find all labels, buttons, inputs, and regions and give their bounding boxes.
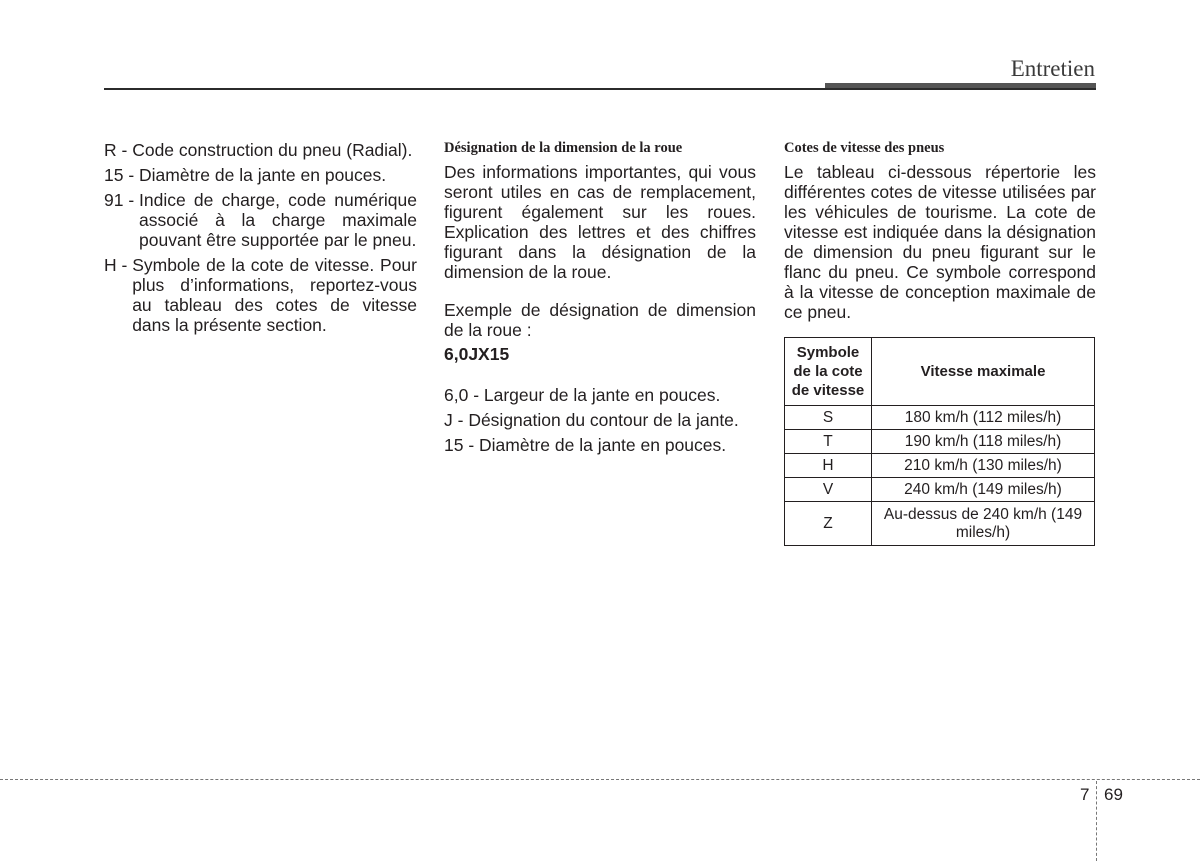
page-number: 69 xyxy=(1104,785,1123,804)
chapter-number: 7 xyxy=(1080,785,1090,804)
footer-vertical-divider xyxy=(1096,781,1097,861)
footer-divider xyxy=(0,779,1200,780)
section-heading: Cotes de vitesse des pneus xyxy=(784,140,945,156)
column-right xyxy=(784,140,1096,322)
definition-entry xyxy=(104,190,417,250)
definition-entry xyxy=(104,140,417,160)
entry-code: 15 - xyxy=(444,435,480,455)
symbol-cell: V xyxy=(785,478,872,502)
entry-code: 91 - xyxy=(104,190,140,210)
table-row xyxy=(785,406,1095,430)
column-middle xyxy=(444,140,756,460)
speed-cell: 180 km/h (112 miles/h) xyxy=(872,406,1095,430)
symbol-cell: S xyxy=(785,406,872,430)
speed-rating-table xyxy=(784,337,1095,546)
definition-entry xyxy=(444,410,756,430)
entry-code: 6,0 - xyxy=(444,385,484,405)
entry-description: Diamètre de la jante en pouces. xyxy=(139,165,387,185)
speed-cell: 240 km/h (149 miles/h) xyxy=(872,478,1095,502)
speed-cell: Au-dessus de 240 km/h (149 miles/h) xyxy=(872,502,1095,546)
definition-entry xyxy=(104,255,417,335)
entry-code: J - xyxy=(444,410,469,430)
symbol-cell: T xyxy=(785,430,872,454)
header-rule xyxy=(104,88,1096,90)
header-speed: Vitesse maximale xyxy=(872,338,1095,406)
entry-code: H - xyxy=(104,255,133,275)
section-heading: Désignation de la dimension de la roue xyxy=(444,140,683,156)
entry-description: Largeur de la jante en pouces. xyxy=(483,385,721,405)
entry-code: 15 - xyxy=(104,165,140,185)
entry-description: Symbole de la cote de vitesse. Pour plus d’informations, reportez-vous au tableau des cotes de vitesse dans la présente section. xyxy=(132,255,417,335)
definition-entry xyxy=(444,385,756,405)
table-row xyxy=(785,502,1095,546)
entry-description: Indice de charge, code numérique associé à la charge maximale pouvant être supportée par le pneu. xyxy=(139,190,417,250)
column-left xyxy=(104,140,417,340)
definition-entry xyxy=(444,435,756,455)
paragraph: Des informations importantes, qui vous seront utiles en cas de remplacement, figurent également sur les roues. Explication des lettres et des chiffres figurant dans la désignation de la dimension de la roue. xyxy=(444,162,756,282)
entry-description: Code construction du pneu (Radial). xyxy=(132,140,413,160)
section-title: Entretien xyxy=(1010,56,1095,81)
entry-code: R - xyxy=(104,140,133,160)
example-value: 6,0JX15 xyxy=(444,344,510,364)
header-symbol: Symbole de la cote de vitesse xyxy=(785,338,872,406)
table-row xyxy=(785,478,1095,502)
example-intro: Exemple de désignation de dimension de la roue : xyxy=(444,300,756,340)
table-header-row xyxy=(785,338,1095,406)
symbol-cell: Z xyxy=(785,502,872,546)
entry-description: Diamètre de la jante en pouces. xyxy=(479,435,727,455)
definition-entry xyxy=(104,165,417,185)
paragraph: Le tableau ci-dessous répertorie les différentes cotes de vitesse utilisées par les véhicules de tourisme. La cote de vitesse est indiquée dans la désignation de dimension du pneu figurant sur le flanc du pneu. Ce symbole correspond à la vitesse de conception maximale de ce pneu. xyxy=(784,162,1096,322)
table-row xyxy=(785,430,1095,454)
speed-cell: 210 km/h (130 miles/h) xyxy=(872,454,1095,478)
entry-description: Désignation du contour de la jante. xyxy=(468,410,739,430)
speed-cell: 190 km/h (118 miles/h) xyxy=(872,430,1095,454)
symbol-cell: H xyxy=(785,454,872,478)
table-row xyxy=(785,454,1095,478)
